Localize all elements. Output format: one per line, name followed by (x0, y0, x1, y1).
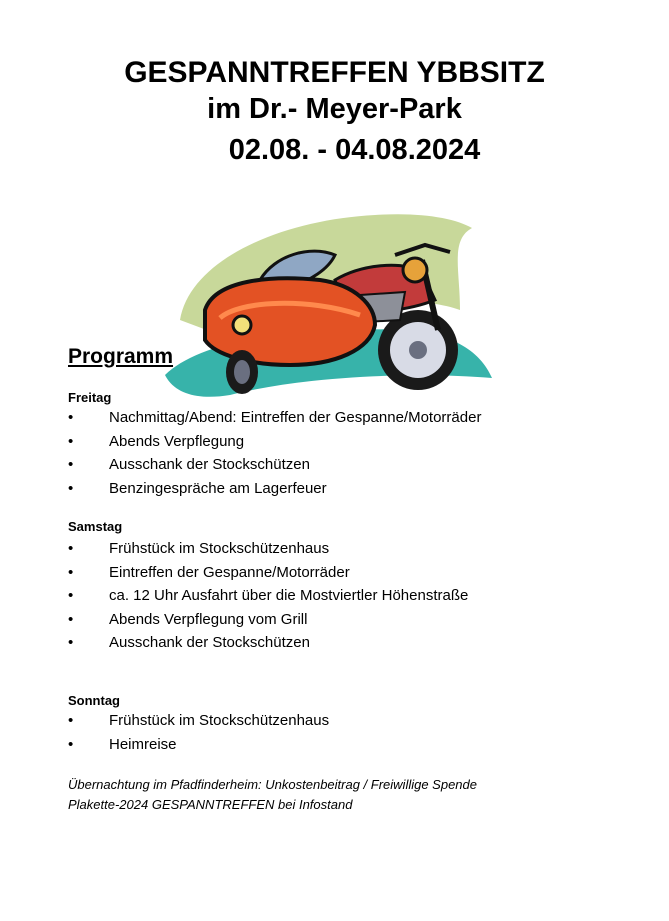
bullet: • (68, 409, 74, 426)
event-location: im Dr.- Meyer-Park (207, 93, 462, 125)
motorcycle-sidecar-icon (160, 200, 500, 410)
program-heading: Programm (68, 345, 174, 368)
badge-note: Plakette-2024 GESPANNTREFFEN bei Infostand (68, 797, 353, 812)
bullet: • (68, 563, 74, 581)
bullet: • (68, 735, 74, 753)
bullet: • (68, 479, 74, 497)
bullet: • (68, 712, 74, 729)
bullet: • (68, 610, 74, 628)
bullet: • (68, 587, 74, 604)
bullet: • (68, 456, 74, 473)
bullet: • (68, 540, 74, 557)
event-title: GESPANNTREFFEN YBBSITZ (124, 56, 545, 89)
event-dates: 02.08. - 04.08.2024 (228, 134, 481, 166)
bullet: • (68, 432, 74, 450)
day-heading-sunday: Sonntag (68, 693, 120, 708)
accommodation-note: Übernachtung im Pfadfinderheim: Unkostenbeitrag / Freiwillige Spende (68, 777, 477, 792)
bullet: • (68, 634, 74, 651)
day-heading-saturday: Samstag (68, 519, 123, 534)
day-heading-friday: Freitag (68, 390, 112, 405)
